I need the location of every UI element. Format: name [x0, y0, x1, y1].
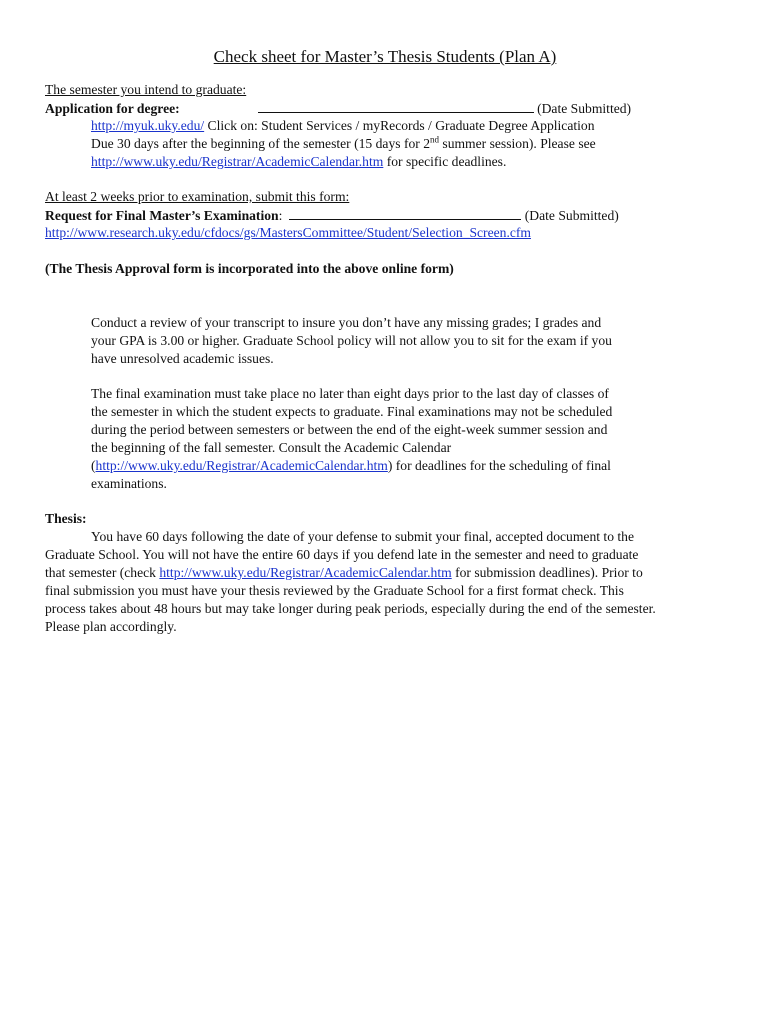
academic-calendar-link[interactable]: http://www.uky.edu/Registrar/AcademicCalendar.htm: [91, 154, 384, 169]
thesis-line-4: final submission you must have your thesis reviewed by the Graduate School for a first format check. This: [45, 583, 624, 598]
application-due-line: [45, 135, 725, 153]
application-click-text: Click on: Student Services / myRecords / Graduate Degree Application: [204, 118, 595, 133]
exam-request-line: [45, 206, 725, 224]
exam-request-intro-text: At least 2 weeks prior to examination, submit this form:: [45, 189, 350, 204]
application-date-blank[interactable]: [258, 99, 534, 113]
application-due-sup: nd: [430, 134, 439, 145]
exam-request-date-blank[interactable]: [289, 206, 521, 220]
final-exam-calendar-link[interactable]: http://www.uky.edu/Registrar/AcademicCalendar.htm: [95, 458, 388, 473]
thesis-line-3: [45, 564, 735, 582]
exam-request-section: [45, 188, 725, 278]
page-title-text: Check sheet for Master’s Thesis Students (Plan A): [213, 47, 557, 66]
final-exam-line-4: the beginning of the fall semester. Consult the Academic Calendar: [91, 440, 452, 455]
application-line: [45, 99, 725, 117]
masters-committee-link[interactable]: http://www.research.uky.edu/cfdocs/gs/MastersCommittee/Student/Selection_Screen.cfm: [45, 225, 531, 240]
final-exam-paren-open: (: [91, 458, 96, 473]
final-exam-line-3: during the period between semesters or between the end of the eight-week summer session and: [91, 422, 608, 437]
exam-request-intro: [45, 188, 725, 206]
final-exam-line-2: the semester in which the student expects to graduate. Final examinations may not be scheduled: [91, 404, 613, 419]
transcript-line-2: your GPA is 3.00 or higher. Graduate School policy will not allow you to sit for the exam if you: [91, 333, 612, 348]
transcript-review-paragraph: [91, 314, 691, 368]
final-exam-line-1: The final examination must take place no later than eight days prior to the last day of classes of: [91, 386, 609, 401]
final-exam-paragraph: [91, 385, 691, 493]
final-exam-line-5: [91, 457, 691, 475]
thesis-calendar-link[interactable]: http://www.uky.edu/Registrar/AcademicCalendar.htm: [159, 565, 452, 580]
final-exam-line-5-rest: ) for deadlines for the scheduling of final: [387, 458, 611, 473]
transcript-line-1: Conduct a review of your transcript to insure you don’t have any missing grades; I grades and: [91, 315, 602, 330]
thesis-line-6: Please plan accordingly.: [45, 619, 177, 634]
graduation-section: [45, 81, 725, 171]
exam-request-link-line: [45, 224, 725, 242]
application-due-text-a: Due 30 days after the beginning of the semester (15 days for 2: [91, 136, 430, 151]
final-exam-line-6: examinations.: [91, 476, 167, 491]
thesis-section: [45, 510, 735, 636]
application-link-line: [45, 117, 725, 135]
application-due-text-b: summer session). Please see: [439, 136, 596, 151]
exam-request-colon: :: [278, 208, 283, 223]
thesis-line-3-a: that semester (check: [45, 565, 160, 580]
application-label: Application for degree:: [45, 101, 180, 116]
application-deadline-line: [45, 153, 725, 171]
page-title: [0, 46, 770, 68]
graduation-intro-text: The semester you intend to graduate:: [45, 82, 247, 97]
application-deadline-text: for specific deadlines.: [383, 154, 507, 169]
thesis-heading: Thesis:: [45, 511, 87, 526]
thesis-line-1: You have 60 days following the date of your defense to submit your final, accepted document to the: [91, 529, 634, 544]
graduation-intro: [45, 81, 725, 99]
thesis-line-2: Graduate School. You will not have the entire 60 days if you defend late in the semester and need to graduate: [45, 547, 639, 562]
myuk-link[interactable]: http://myuk.uky.edu/: [91, 118, 205, 133]
application-date-submitted: (Date Submitted): [537, 101, 632, 116]
exam-request-date-submitted: (Date Submitted): [524, 208, 619, 223]
transcript-line-3: have unresolved academic issues.: [91, 351, 274, 366]
exam-request-label: Request for Final Master’s Examination: [45, 208, 279, 223]
thesis-line-3-b: for submission deadlines). Prior to: [451, 565, 643, 580]
thesis-approval-note: (The Thesis Approval form is incorporated into the above online form): [45, 261, 454, 276]
thesis-line-5: process takes about 48 hours but may take longer during peak periods, especially during the end of the semester.: [45, 601, 656, 616]
